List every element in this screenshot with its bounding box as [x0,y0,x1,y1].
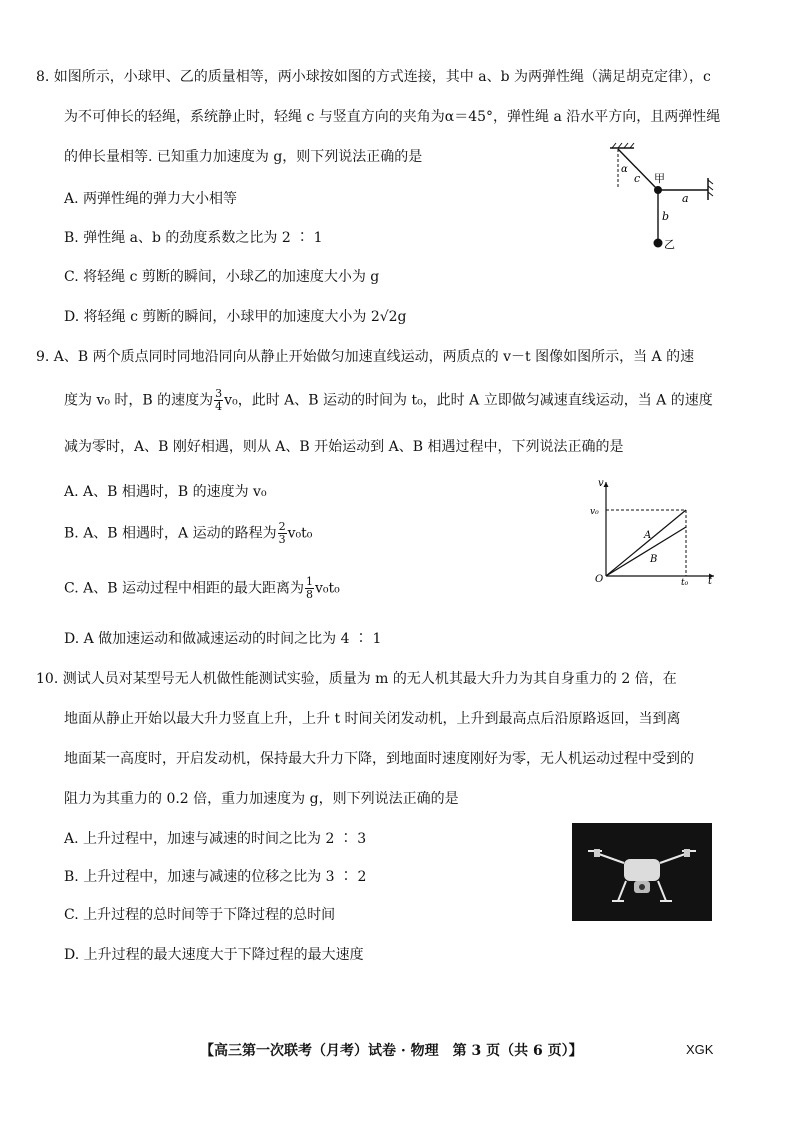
q8-option-a[interactable]: A. 两弹性绳的弹力大小相等 [64,191,238,207]
q9-option-b[interactable] [64,521,312,546]
q9-stem-line-2-post: v₀，此时 A、B 运动的时间为 t₀，此时 A 立即做匀减速直线运动，当 A 的速度 [224,392,713,409]
q8-option-c[interactable]: C. 将轻绳 c 剪断的瞬间，小球乙的加速度大小为 g [64,269,380,285]
q8-fig-label-c: c [634,172,641,185]
q10-stem-line-2: 地面从静止开始以最大升力竖直上升，上升 t 时间关闭发动机，上升到最高点后沿原路返回，当到离 [64,711,681,727]
q10-option-d[interactable]: D. 上升过程的最大速度大于下降过程的最大速度 [64,947,364,963]
paper-code: XGK [686,1042,714,1057]
q10-stem-line-1: 10. 测试人员对某型号无人机做性能测试实验，质量为 m 的无人机其最大升力为其自身重力的 2 倍，在 [36,671,677,687]
q10-stem-line-4: 阻力为其重力的 0.2 倍，重力加速度为 g，则下列说法正确的是 [64,791,459,807]
q9-option-c[interactable] [64,576,340,601]
q9-label-b: B [650,554,658,565]
q9-tick-v0: v₀ [590,507,599,517]
q9-option-c-post: v₀t₀ [314,580,340,597]
q9-label-a: A [644,530,652,541]
q10-option-a[interactable]: A. 上升过程中，加速与减速的时间之比为 2 ∶ 3 [64,831,367,847]
q9-stem-line-3: 减为零时，A、B 刚好相遇，则从 A、B 开始运动到 A、B 相遇过程中，下列说法正确的是 [64,439,624,455]
q10-option-b[interactable]: B. 上升过程中，加速与减速的位移之比为 3 ∶ 2 [64,869,367,885]
drone-photo [572,823,712,921]
q9-origin: O [595,574,604,585]
q9-stem-line-1: 9. A、B 两个质点同时同地沿同向从静止开始做匀加速直线运动，两质点的 v－t 图像如图所示，当 A 的速 [36,349,695,365]
q9-stem-line-2 [64,388,713,413]
q9-tick-t0: t₀ [681,578,689,586]
q9-option-b-pre: B. A、B 相遇时，A 运动的路程为 [64,525,277,542]
q8-fig-label-a: a [682,192,689,205]
q9-vt-graph [590,476,720,586]
q9-option-c-pre: C. A、B 运动过程中相距的最大距离为 [64,580,304,597]
q8-stem-line-2: 为不可伸长的轻绳，系统静止时，轻绳 c 与竖直方向的夹角为α＝45°，弹性绳 a 沿水平方向，且两弹性绳 [64,109,721,125]
q9-option-d[interactable]: D. A 做加速运动和做减速运动的时间之比为 4 ∶ 1 [64,631,382,647]
q9-axis-t: t [708,576,713,586]
q8-stem-line-1: 8. 如图所示，小球甲、乙的质量相等，两小球按如图的方式连接，其中 a、b 为两弹性绳（满足胡克定律），c [36,69,711,85]
drone-icon [572,823,712,921]
q9-option-a[interactable]: A. A、B 相遇时，B 的速度为 v₀ [64,484,267,500]
q8-option-d[interactable]: D. 将轻绳 c 剪断的瞬间，小球甲的加速度大小为 2√2g [64,309,407,325]
q8-figure [600,140,720,260]
q10-option-c[interactable]: C. 上升过程的总时间等于下降过程的总时间 [64,907,336,923]
q8-option-b[interactable]: B. 弹性绳 a、b 的劲度系数之比为 2 ∶ 1 [64,230,323,246]
q8-fig-label-b: b [662,210,670,223]
q9-option-b-post: v₀t₀ [287,525,313,542]
q9-axis-v: v [598,478,604,489]
q9-stem-line-2-pre: 度为 v₀ 时，B 的速度为 [64,392,214,409]
page-footer: 【高三第一次联考（月考）试卷 · 物理 第 3 页（共 6 页）】 [200,1043,583,1059]
q8-stem-line-3: 的伸长量相等. 已知重力加速度为 g，则下列说法正确的是 [64,149,423,165]
q8-fig-label-alpha: α [621,164,628,175]
q8-fig-label-jia: 甲 [654,172,665,185]
q9-line-a [606,510,686,576]
q9-option-b-fraction: $\frac{2}{3}$ [278,520,286,546]
q8-fig-label-yi: 乙 [664,238,675,251]
q10-stem-line-3: 地面某一高度时，开启发动机，保持最大升力下降，到地面时速度刚好为零，无人机运动过程中受到的 [64,751,694,767]
q9-option-c-fraction: $\frac{1}{8}$ [305,575,313,601]
q9-fraction-three-quarters: $\frac{3}{4}$ [215,387,223,413]
